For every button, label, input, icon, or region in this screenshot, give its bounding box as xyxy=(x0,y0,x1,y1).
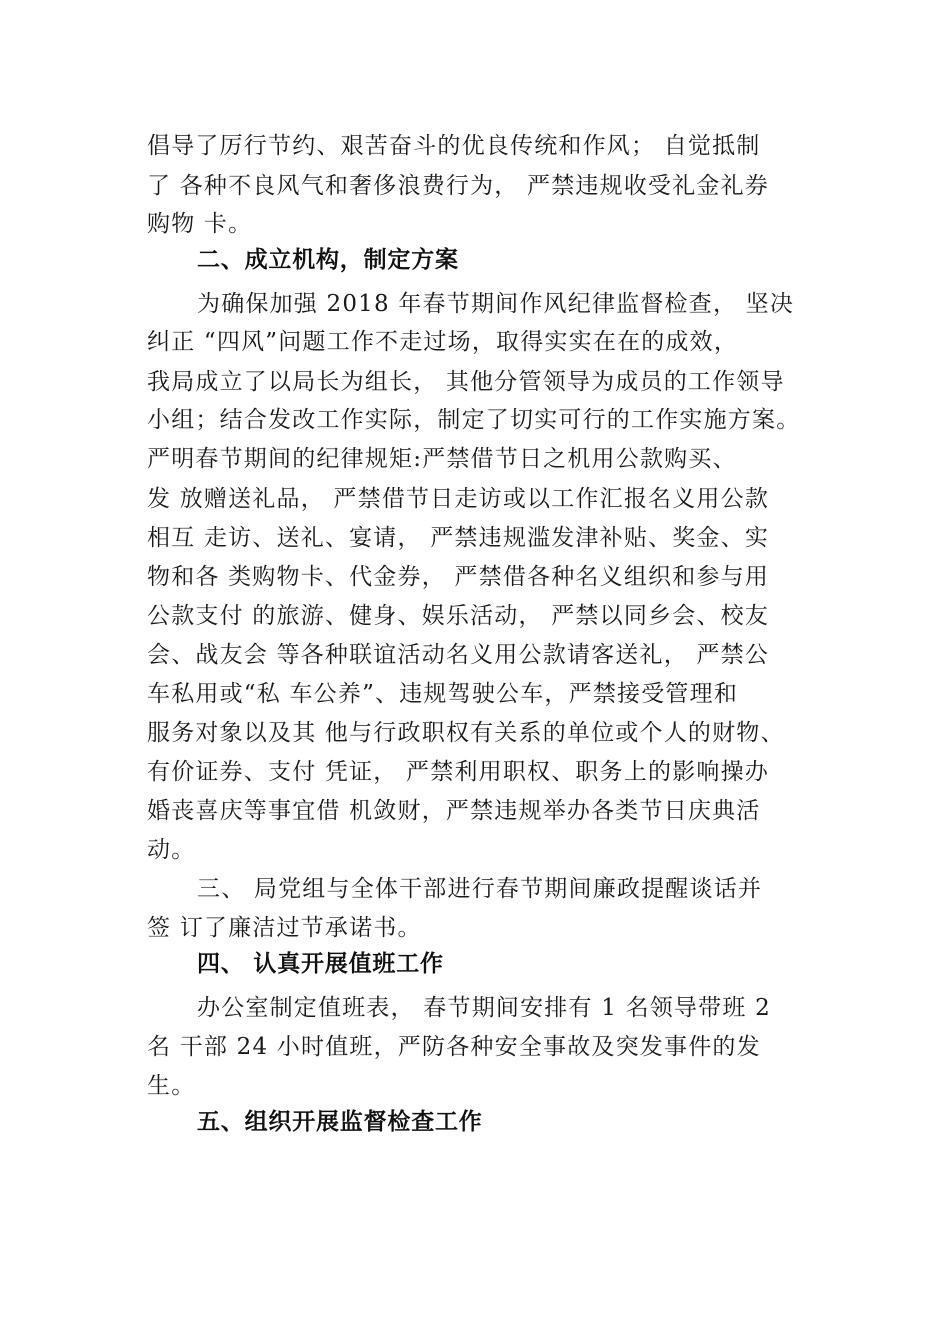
body-line: 了 各种不良风气和奢侈浪费行为， 严禁违规收受礼金礼券 xyxy=(147,173,770,199)
body-line: 服务对象以及其 他与行政职权有关系的单位或个人的财物、 xyxy=(147,720,785,746)
body-line: 纠正 “四风”问题工作不走过场，取得实实在在的成效， xyxy=(147,329,739,355)
body-line: 动。 xyxy=(147,837,196,863)
body-line: 签 订了廉洁过节承诺书。 xyxy=(147,915,422,941)
body-line: 购物 卡。 xyxy=(147,211,253,237)
body-line: 公款支付 的旅游、健身、娱乐活动， 严禁以同乡会、校友 xyxy=(147,603,770,629)
body-line: 办公室制定值班表， 春节期间安排有 1 名领导带班 2 xyxy=(197,995,771,1021)
body-line: 车私用或“私 车公养”、违规驾驶公车，严禁接受管理和 xyxy=(147,681,739,707)
body-line: 小组；结合发改工作实际，制定了切实可行的工作实施方案。 xyxy=(147,407,801,433)
section-heading-4: 四、 认真开展值班工作 xyxy=(197,951,444,977)
body-line: 有价证券、支付 凭证， 严禁利用职权、职务上的影响操办 xyxy=(147,759,770,785)
section-heading-2: 二、成立机构，制定方案 xyxy=(197,247,459,273)
body-line: 会、战友会 等各种联谊活动名义用公款请客送礼， 严禁公 xyxy=(147,642,770,668)
body-line: 发 放赠送礼品， 严禁借节日走访或以工作汇报名义用公款 xyxy=(147,486,770,512)
body-line: 名 干部 24 小时值班，严防各种安全事故及突发事件的发 xyxy=(147,1034,761,1060)
body-line: 婚丧喜庆等事宜借 机敛财，严禁违规举办各类节日庆典活 xyxy=(147,798,761,824)
body-line: 我局成立了以局长为组长， 其他分管领导为成员的工作领导 xyxy=(147,369,785,395)
body-line: 为确保加强 2018 年春节期间作风纪律监督检查， 坚决 xyxy=(197,291,795,317)
body-line: 严明春节期间的纪律规矩:严禁借节日之机用公款购买、 xyxy=(147,446,737,472)
body-line: 生。 xyxy=(147,1073,196,1099)
section-heading-3: 三、 局党组与全体干部进行春节期间廉政提醒谈话并 xyxy=(197,876,763,902)
body-line: 倡导了厉行节约、艰苦奋斗的优良传统和作风； 自觉抵制 xyxy=(147,133,761,159)
body-line: 相互 走访、送礼、宴请， 严禁违规滥发津补贴、奖金、实 xyxy=(147,525,770,551)
body-line: 物和各 类购物卡、代金券， 严禁借各种名义组织和参与用 xyxy=(147,564,770,590)
section-heading-5: 五、组织开展监督检查工作 xyxy=(197,1109,483,1135)
